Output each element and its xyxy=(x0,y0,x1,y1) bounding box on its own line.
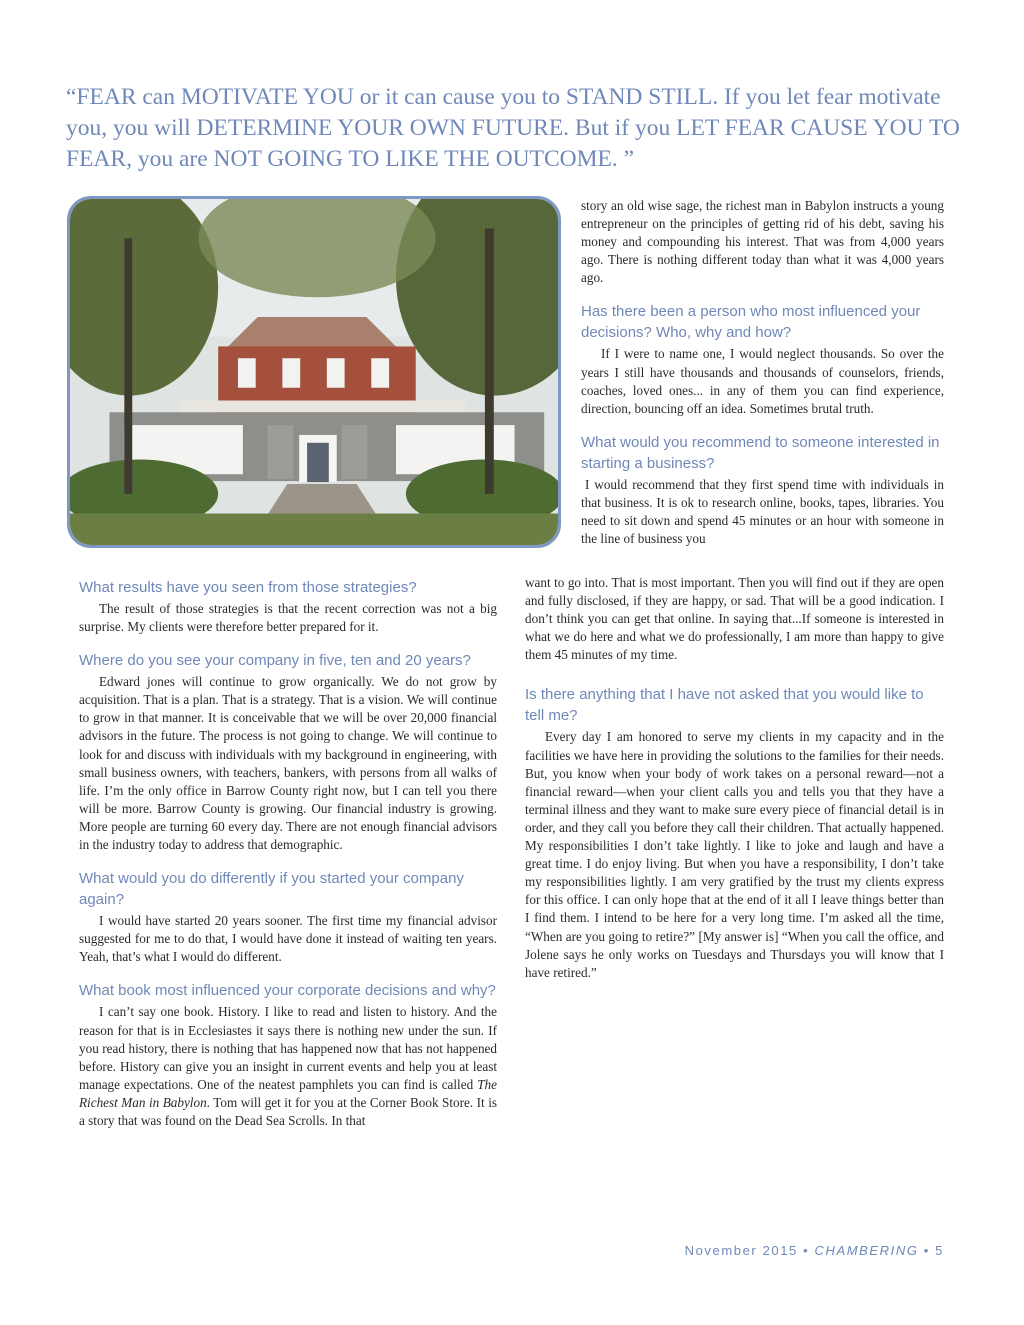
left-column xyxy=(79,577,497,1144)
question-future: Where do you see your company in five, ten and 20 years? xyxy=(79,652,471,670)
office-building-photo xyxy=(67,196,561,548)
answer-recommend-part2: want to go into. That is most important. Then you will find out if they are open and fully disclosed, if they are happy, or sad. That will be a good indication. I don’t think you can get that online. In saying that...If someone is interested in what we do here and what we do professionally, I am more than happy to give them 45 minutes of my time. xyxy=(525,575,944,663)
answer-differently: I would have started 20 years sooner. The first time my financial advisor suggested for me to do that, I would have done it instead of waiting ten years. Yeah, that’s what I would do different. xyxy=(79,913,497,965)
building-illustration xyxy=(70,199,558,545)
answer-anything-else: Every day I am honored to serve my clients in my capacity and in the facilities we have here in providing the solutions to the families for their needs. But, you know when your body of work takes on a personal reward—not a financial reward—when your client calls you and tells you that they have a terminal illness and they want to make sure every piece of financial detail is in order, and they call you before they call their children. That actually happened. My responsibilities I don’t take lightly. I like to joke and laugh and have a great time. I do enjoy living. But when you have a responsibility, I don’t take my responsibilities lightly. I am very gratified by the trust my clients express for this office. I can only hope that at the end of it all I leave things better than I find them. I intend to be here for a very long time. I’m asked all the time, “When are you going to retire?” [My answer is] “When you call the office, and Jolene says he only works on Tuesdays and Thursdays you will know that I have retired.” xyxy=(525,729,944,980)
book-title: The Richest Man in Babylon xyxy=(79,1076,497,1110)
continued-paragraph: story an old wise sage, the richest man in Babylon instructs a young entrepreneur on the principles of getting rid of his debt, saving his money and compounding his interest. That was from 4,000 years ago. There is nothing different today than what it was 4,000 years ago. xyxy=(581,198,944,286)
answer-results: The result of those strategies is that the recent correction was not a big surprise. My clients were therefore better prepared for it. xyxy=(79,601,497,635)
question-recommend: What would you recommend to someone interested in starting a business? xyxy=(581,433,940,472)
answer-influence: If I were to name one, I would neglect thousands. So over the years I still have thousands and thousands of counselors, friends, coaches, loved ones... in any of them you can find experience, direction, bouncing off an idea. Sometimes brutal truth. xyxy=(581,346,944,416)
question-influence: Has there been a person who most influenced your decisions? Who, why and how? xyxy=(581,303,921,342)
answer-book xyxy=(79,1003,497,1130)
page-footer xyxy=(685,1243,944,1258)
footer-page-number: • 5 xyxy=(918,1243,944,1258)
question-results: What results have you seen from those strategies? xyxy=(79,579,417,596)
pull-quote: “FEAR can MOTIVATE YOU or it can cause you to STAND STILL. If you let fear motivate you, you will DETERMINE YOUR OWN FUTURE. But if you LET FEAR CAUSE YOU TO FEAR, you are NOT GOING TO LIKE THE OUTCOME. ” xyxy=(66,84,960,172)
right-column-top xyxy=(581,197,944,548)
answer-future: Edward jones will continue to grow organically. We do not grow by acquisition. That is a plan. That is a strategy. That is a vision. We will continue to grow in that manner. It is conceivable that we will be over 20,000 financial advisors in the future. The process is not going to change. We will continue to look for and discuss with individuals with my background in engineering, with small business owners, with teachers, bankers, with persons from all walks of life. I’m the only office in Barrow County right now, but I can tell you there will be more. Barrow County is growing. Our financial industry is growing. More people are turning 60 every day. There are not enough financial advisors in the industry today to address that demographic. xyxy=(79,674,497,853)
footer-publication: CHAMBERING xyxy=(814,1243,919,1258)
question-anything-else: Is there anything that I have not asked that you would like to tell me? xyxy=(525,686,924,725)
footer-issue: November 2015 • xyxy=(684,1243,815,1258)
question-differently: What would you do differently if you started your company again? xyxy=(79,870,464,909)
answer-book-text-end: . Tom will get it for you at the Corner Book Store. It is a story that was found on the Dead Sea Scrolls. In that xyxy=(79,1094,497,1128)
answer-recommend-part1: I would recommend that they first spend time with individuals in that business. It is ok to research online, books, tapes, libraries. You need to sit down and spend 45 minutes or an hour with someone in the line of business you xyxy=(581,476,944,547)
right-column-bottom xyxy=(525,574,944,996)
answer-book-text: I can’t say one book. History. I like to read and listen to history. And the reason for that is in Ecclesiastes it says there is nothing new under the sun. If you read history, there is nothing that has happened now that has not happened before. History can give you an insight in current events and help you at least manage expectations. One of the neatest pamphlets you can find is called xyxy=(79,1004,497,1092)
question-book: What book most influenced your corporate decisions and why? xyxy=(79,982,496,1000)
